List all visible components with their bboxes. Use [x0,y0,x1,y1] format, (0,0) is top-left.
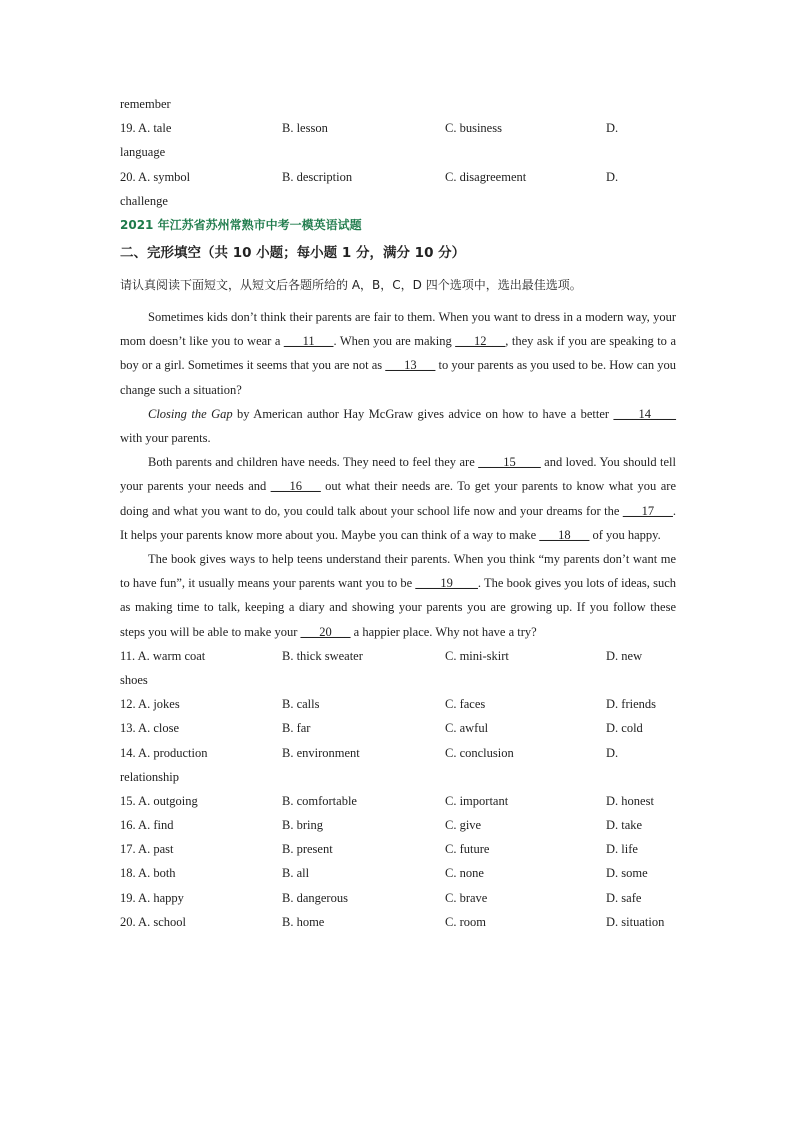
q20-option-c: C. room [445,914,486,929]
q11-option-a: 11. A. warm coat [120,648,206,663]
q18-option-a: 18. A. both [120,866,176,881]
q13-option-d: D. cold [606,721,643,736]
blank-15: ____15____ [478,455,541,470]
prev-q20-option-b: B. description [282,169,353,184]
question-15-options [120,789,676,813]
passage-paragraph-2 [120,402,676,450]
prev-q20-option-a: 20. A. symbol [120,169,191,184]
q11-option-b: B. thick sweater [282,648,363,663]
q13-option-b: B. far [282,721,311,736]
question-17-options [120,837,676,861]
q20-option-d: D. situation [606,914,665,929]
prev-q19-option-b: B. lesson [282,121,328,136]
blank-16: ___16___ [270,479,321,494]
prev-q19-option-d-wrap: language [120,145,166,160]
q18-option-c: C. none [445,866,484,881]
passage-text: by American author Hay McGraw gives advice on how to have a better [232,406,614,421]
prev-q19-options [120,116,676,140]
blank-17: ___17___ [622,503,673,518]
q13-option-c: C. awful [445,721,489,736]
prev-q19-option-c: C. business [445,121,502,136]
q14-option-a: 14. A. production [120,745,208,760]
document-page [120,92,676,934]
passage-text: Both parents and children have needs. They need to feel they are [148,455,479,470]
section-title: 二、完形填空（共 10 小题；每小题 1 分，满分 10 分） [120,244,466,261]
q17-option-b: B. present [282,842,333,857]
question-14-options [120,741,676,765]
options-list [120,644,676,934]
q18-option-b: B. all [282,866,310,881]
instruction: 请认真阅读下面短文，从短文后各题所给的 A，B，C，D 四个选项中，选出最佳选项。 [120,277,582,292]
q16-option-d: D. take [606,818,643,833]
q15-option-c: C. important [445,793,509,808]
q15-option-b: B. comfortable [282,793,357,808]
passage [120,305,676,644]
passage-text: , they ask if you are speaking to a boy or a girl. Sometimes it seems that you are not as [120,334,676,373]
passage-text: and loved. You should tell your parents your needs and [120,455,676,494]
q11-option-d: D. new [606,648,643,663]
prev-q20-option-d-wrap: challenge [120,193,168,208]
q16-option-b: B. bring [282,818,323,833]
passage-text: with your parents. [120,430,211,445]
q16-option-c: C. give [445,818,482,833]
q15-option-d: D. honest [606,793,654,808]
prev-q19-option-d: D. [606,121,619,136]
blank-11: ___11___ [283,334,334,349]
q19-option-b: B. dangerous [282,890,348,905]
q13-option-a: 13. A. close [120,721,180,736]
q14-option-d-wrap: relationship [120,769,180,784]
q19-option-c: C. brave [445,890,488,905]
blank-13: ___13___ [385,358,436,373]
blank-18: ___18___ [539,527,590,542]
q19-option-a: 19. A. happy [120,890,184,905]
q12-option-d: D. friends [606,697,656,712]
q11-option-c: C. mini-skirt [445,648,509,663]
source-title: 2021 年江苏省苏州常熟市中考一模英语试题 [120,217,362,232]
prev-q20-options [120,165,676,189]
q17-option-c: C. future [445,842,490,857]
q17-option-d: D. life [606,842,638,857]
q12-option-c: C. faces [445,697,486,712]
prev-q20-option-c: C. disagreement [445,169,527,184]
q14-option-d: D. [606,745,619,760]
blank-12: ___12___ [455,334,506,349]
question-13-options [120,716,676,740]
q12-option-b: B. calls [282,697,320,712]
q11-option-d-wrap: shoes [120,672,148,687]
passage-text: . The book gives you lots of ideas, such as making time to talk, keeping a diary and showing your parents you are growing up. If you follow these steps you will be able to make your [120,576,676,639]
passage-paragraph-1 [120,305,676,402]
passage-text: . When you are making [333,334,456,349]
question-11-options [120,644,676,668]
q20-option-b: B. home [282,914,325,929]
question-20-options [120,910,676,934]
q19-option-d: D. safe [606,890,642,905]
blank-20: ___20___ [300,624,351,639]
question-18-options [120,861,676,885]
passage-text: to your parents as you used to be. How can you change such a situation? [120,358,676,397]
passage-text: Sometimes kids don’t think their parents are fair to them. When you want to dress in a modern way, your mom doesn’t like you to wear a [120,309,676,349]
passage-paragraph-3 [120,450,676,547]
q14-option-b: B. environment [282,745,360,760]
prev-q20-option-d: D. [606,169,619,184]
prev-q19-option-a: 19. A. tale [120,121,172,136]
q17-option-a: 17. A. past [120,842,174,857]
blank-19: ____19____ [415,576,478,591]
q14-option-c: C. conclusion [445,745,514,760]
passage-text: of you happy. [589,527,661,542]
prev-q18-wrap: remember [120,97,171,111]
passage-text: a happier place. Why not have a try? [350,624,537,639]
q18-option-d: D. some [606,866,648,881]
question-12-options [120,692,676,716]
blank-14: ____14____ [613,406,676,421]
passage-paragraph-4 [120,547,676,644]
passage-text: out what their needs are. To get your parents to know what you are doing and what you want to do, you could talk about your school life now and your dreams for the [120,479,676,518]
passage-text: . It helps your parents know more about you. Maybe you can think of a way to make [120,503,676,542]
q12-option-a: 12. A. jokes [120,697,180,712]
passage-text: The book gives ways to help teens understand their parents. When you think “my parents don’t want me to have fun”, it usually means your parents want you to be [120,551,676,591]
q16-option-a: 16. A. find [120,818,174,833]
book-title: Closing the Gap [148,406,233,421]
question-19-options [120,886,676,910]
q15-option-a: 15. A. outgoing [120,793,198,808]
q20-option-a: 20. A. school [120,914,186,929]
question-16-options [120,813,676,837]
